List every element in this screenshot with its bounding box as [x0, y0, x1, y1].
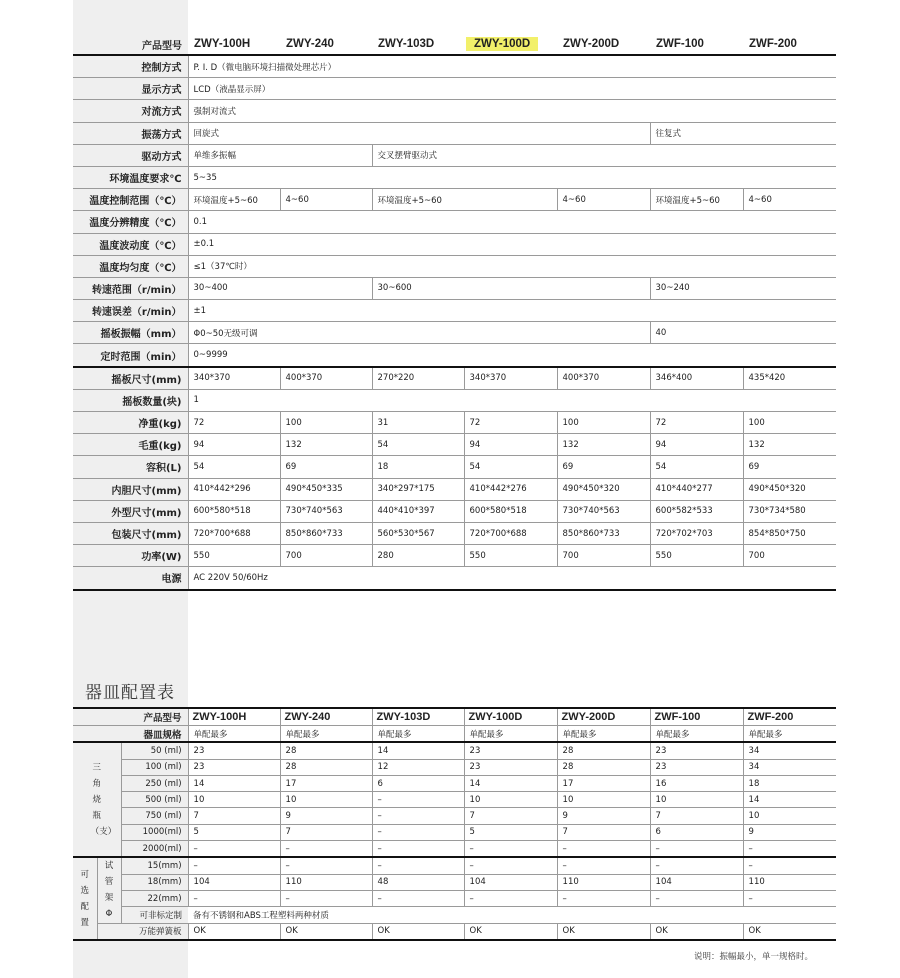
config-spec-cell: 单配最多 [743, 726, 836, 743]
flask-value-cell: 28 [280, 742, 372, 759]
tube-group-label [97, 857, 121, 923]
spec-value-cell: ±1 [188, 300, 836, 322]
spec-value-cell: 600*582*533 [650, 500, 743, 522]
spec-value-cell: 交叉摆臂驱动式 [372, 144, 836, 166]
spec-value-cell: 30~240 [650, 277, 836, 299]
config-header-row [73, 708, 836, 726]
spec-value-cell: 400*370 [280, 367, 372, 390]
tube-value-cell: – [188, 890, 280, 906]
flask-row [73, 759, 836, 775]
model-name: ZWF-100 [656, 38, 704, 50]
spec-row [73, 412, 836, 434]
spring-value-cell: OK [650, 923, 743, 940]
spring-value-cell: OK [372, 923, 464, 940]
flask-value-cell: 5 [188, 824, 280, 840]
spec-value-cell: 410*442*296 [188, 478, 280, 500]
flask-value-cell: 6 [372, 775, 464, 791]
spec-header-label: 产品型号 [73, 34, 188, 55]
spec-value-cell: 700 [557, 545, 650, 567]
flask-row [73, 824, 836, 840]
spec-row-label: 温度波动度（℃） [73, 233, 188, 255]
flask-value-cell: 23 [650, 742, 743, 759]
spec-value-cell: 550 [464, 545, 557, 567]
spec-row-label: 毛重(kg) [73, 434, 188, 456]
spec-row-label: 摇板尺寸(mm) [73, 367, 188, 390]
flask-row [73, 775, 836, 791]
tube-group-text: 试管架Φ [104, 861, 114, 920]
flask-size-label: 750 (ml) [121, 808, 188, 824]
spec-row [73, 189, 836, 211]
spec-value-cell: 400*370 [557, 367, 650, 390]
tube-size-label: 22(mm) [121, 890, 188, 906]
spec-value-cell: 340*370 [188, 367, 280, 390]
spec-row [73, 522, 836, 544]
spec-row [73, 344, 836, 367]
spec-value-cell: 69 [743, 456, 836, 478]
flask-row [73, 808, 836, 824]
flask-value-cell: – [372, 808, 464, 824]
tube-row [73, 874, 836, 890]
spec-row [73, 55, 836, 78]
spec-value-cell: 720*700*688 [464, 522, 557, 544]
spec-value-cell: 94 [188, 434, 280, 456]
spec-row [73, 545, 836, 567]
custom-row [73, 907, 836, 923]
spec-value-cell: 69 [557, 456, 650, 478]
spec-value-cell: 346*400 [650, 367, 743, 390]
flask-value-cell: – [280, 841, 372, 858]
spec-value-cell: 730*740*563 [280, 500, 372, 522]
spring-label: 万能弹簧板 [97, 923, 188, 940]
config-spec-cell: 单配最多 [650, 726, 743, 743]
spec-value-cell: 54 [188, 456, 280, 478]
flask-value-cell: – [188, 841, 280, 858]
spec-value-cell: 550 [650, 545, 743, 567]
flask-value-cell: 17 [280, 775, 372, 791]
spec-row-label: 内胆尺寸(mm) [73, 478, 188, 500]
flask-value-cell: 5 [464, 824, 557, 840]
flask-value-cell: 16 [650, 775, 743, 791]
flask-value-cell: 7 [280, 824, 372, 840]
spec-value-cell: 600*580*518 [464, 500, 557, 522]
model-header-cell [188, 34, 280, 55]
spec-value-cell: 340*297*175 [372, 478, 464, 500]
flask-row [73, 742, 836, 759]
tube-row [73, 857, 836, 874]
spec-value-cell: 94 [464, 434, 557, 456]
spec-row [73, 478, 836, 500]
tube-size-label: 18(mm) [121, 874, 188, 890]
model-header-cell: ZWY-103D [372, 708, 464, 726]
config-spec-row [73, 726, 836, 743]
spec-value-cell: 100 [743, 412, 836, 434]
flask-value-cell: 14 [464, 775, 557, 791]
spec-row-label: 功率(W) [73, 545, 188, 567]
flask-value-cell: 9 [280, 808, 372, 824]
flask-value-cell: 14 [372, 742, 464, 759]
model-name: ZWY-200D [563, 38, 620, 50]
flask-value-cell: – [743, 841, 836, 858]
flask-value-cell: 34 [743, 742, 836, 759]
flask-value-cell: 28 [557, 742, 650, 759]
spec-value-cell: 854*850*750 [743, 522, 836, 544]
flask-value-cell: 23 [464, 742, 557, 759]
spec-row [73, 567, 836, 590]
flask-size-label: 1000(ml) [121, 824, 188, 840]
spec-value-cell: 54 [372, 434, 464, 456]
spec-value-cell: P. I. D（微电脑环境扫描微处理芯片） [188, 55, 836, 78]
spec-value-cell: 4~60 [743, 189, 836, 211]
flask-value-cell: 17 [557, 775, 650, 791]
optional-group-label [73, 857, 97, 939]
tube-value-cell: – [280, 890, 372, 906]
spec-value-cell: 54 [650, 456, 743, 478]
spring-value-cell: OK [557, 923, 650, 940]
tube-value-cell: 48 [372, 874, 464, 890]
flask-value-cell: 10 [557, 792, 650, 808]
spec-value-cell: 132 [280, 434, 372, 456]
spec-value-cell: 435*420 [743, 367, 836, 390]
spec-row-label: 温度控制范围（℃） [73, 189, 188, 211]
config-table [73, 707, 836, 941]
spec-row-label: 环境温度要求℃ [73, 166, 188, 188]
flask-row [73, 792, 836, 808]
flask-value-cell: 23 [188, 742, 280, 759]
spec-value-cell: 730*740*563 [557, 500, 650, 522]
spec-value-cell: 720*700*688 [188, 522, 280, 544]
flask-value-cell: 10 [743, 808, 836, 824]
spec-value-cell: 850*860*733 [557, 522, 650, 544]
model-header-cell [280, 34, 372, 55]
spec-value-cell: Φ0~50无级可调 [188, 322, 650, 344]
config-header-label: 产品型号 [73, 708, 188, 726]
spec-value-cell: 280 [372, 545, 464, 567]
config-spec-cell: 单配最多 [557, 726, 650, 743]
spec-row [73, 456, 836, 478]
spec-row [73, 233, 836, 255]
spring-value-cell: OK [188, 923, 280, 940]
flask-value-cell: 10 [280, 792, 372, 808]
flask-value-cell: 34 [743, 759, 836, 775]
flask-value-cell: 6 [650, 824, 743, 840]
spec-row [73, 300, 836, 322]
spec-value-cell: 132 [557, 434, 650, 456]
tube-value-cell: – [372, 890, 464, 906]
spring-value-cell: OK [743, 923, 836, 940]
spec-value-cell: 0.1 [188, 211, 836, 233]
spec-value-cell: 560*530*567 [372, 522, 464, 544]
flask-size-label: 250 (ml) [121, 775, 188, 791]
spec-value-cell: 72 [464, 412, 557, 434]
spec-value-cell: 环境温度+5~60 [372, 189, 557, 211]
spec-row-label: 包装尺寸(mm) [73, 522, 188, 544]
spec-value-cell: 730*734*580 [743, 500, 836, 522]
spec-value-cell: 340*370 [464, 367, 557, 390]
flask-size-label: 500 (ml) [121, 792, 188, 808]
flask-value-cell: 7 [557, 824, 650, 840]
spec-value-cell: 94 [650, 434, 743, 456]
spec-value-cell: 强制对流式 [188, 100, 836, 122]
spec-value-cell: 440*410*397 [372, 500, 464, 522]
spec-value-cell: 往复式 [650, 122, 836, 144]
flask-value-cell: – [372, 824, 464, 840]
tube-value-cell: – [557, 857, 650, 874]
spec-value-cell: 72 [650, 412, 743, 434]
spec-row-label: 温度均匀度（℃） [73, 255, 188, 277]
flask-value-cell: – [464, 841, 557, 858]
spec-value-cell: 4~60 [557, 189, 650, 211]
tube-value-cell: – [188, 857, 280, 874]
spec-value-cell: 0~9999 [188, 344, 836, 367]
flask-value-cell: 10 [188, 792, 280, 808]
spec-row [73, 78, 836, 100]
spec-row [73, 122, 836, 144]
spec-value-cell: 700 [743, 545, 836, 567]
model-header-cell: ZWY-200D [557, 708, 650, 726]
spec-row [73, 367, 836, 390]
config-spec-cell: 单配最多 [280, 726, 372, 743]
spec-row [73, 100, 836, 122]
optional-group-text: 可选配置 [80, 869, 89, 928]
flask-value-cell: 28 [557, 759, 650, 775]
spec-value-cell: 600*580*518 [188, 500, 280, 522]
spring-value-cell: OK [280, 923, 372, 940]
spec-row-label: 摇板振幅（mm） [73, 322, 188, 344]
spec-table [73, 34, 836, 591]
flask-value-cell: 9 [743, 824, 836, 840]
tube-row [73, 890, 836, 906]
spec-value-cell: ±0.1 [188, 233, 836, 255]
spec-value-cell: 54 [464, 456, 557, 478]
tube-value-cell: – [650, 890, 743, 906]
tube-value-cell: – [464, 857, 557, 874]
model-header-cell [650, 34, 743, 55]
spec-row [73, 144, 836, 166]
flask-value-cell: – [372, 841, 464, 858]
spec-value-cell: 490*450*320 [557, 478, 650, 500]
spec-value-cell: 环境温度+5~60 [188, 189, 280, 211]
flask-value-cell: 12 [372, 759, 464, 775]
config-table-title: 器皿配置表 [85, 683, 175, 703]
spec-value-cell: 单维多振幅 [188, 144, 372, 166]
footnote: 说明：振幅最小，单一规格时。 [694, 952, 814, 962]
flask-value-cell: 28 [280, 759, 372, 775]
flask-size-label: 100 (ml) [121, 759, 188, 775]
flask-size-label: 50 (ml) [121, 742, 188, 759]
spec-value-cell: 410*440*277 [650, 478, 743, 500]
spec-row [73, 277, 836, 299]
spec-row [73, 389, 836, 411]
spec-row-label: 定时范围（min） [73, 344, 188, 367]
spec-row-label: 容积(L) [73, 456, 188, 478]
spec-value-cell: 5~35 [188, 166, 836, 188]
spring-value-cell: OK [464, 923, 557, 940]
spring-row [73, 923, 836, 940]
spec-value-cell: 700 [280, 545, 372, 567]
flask-value-cell: 10 [464, 792, 557, 808]
spec-value-cell: 410*442*276 [464, 478, 557, 500]
spec-row-label: 转速范围（r/min） [73, 277, 188, 299]
tube-value-cell: 110 [280, 874, 372, 890]
flask-value-cell: 23 [464, 759, 557, 775]
spec-value-cell: 30~400 [188, 277, 372, 299]
spec-value-cell: 490*450*320 [743, 478, 836, 500]
model-header-cell: ZWY-240 [280, 708, 372, 726]
spec-row-label: 显示方式 [73, 78, 188, 100]
spec-value-cell: 69 [280, 456, 372, 478]
tube-value-cell: – [743, 857, 836, 874]
spec-value-cell: 31 [372, 412, 464, 434]
spec-value-cell: ≤1（37℃时） [188, 255, 836, 277]
flask-value-cell: 23 [188, 759, 280, 775]
flask-value-cell: 7 [464, 808, 557, 824]
flask-row [73, 841, 836, 858]
spec-value-cell: AC 220V 50/60Hz [188, 567, 836, 590]
tube-value-cell: 110 [557, 874, 650, 890]
custom-text: 备有不锈钢和ABS工程塑料两种材质 [188, 907, 836, 923]
spec-row-label: 温度分辨精度（℃） [73, 211, 188, 233]
spec-row [73, 500, 836, 522]
model-header-cell [743, 34, 836, 55]
model-name: ZWY-240 [286, 38, 334, 50]
model-header-cell [464, 34, 557, 55]
spec-row-label: 电源 [73, 567, 188, 590]
spec-value-cell: 1 [188, 389, 836, 411]
spec-row-label: 转速误差（r/min） [73, 300, 188, 322]
spec-value-cell: 18 [372, 456, 464, 478]
spec-value-cell: 4~60 [280, 189, 372, 211]
flask-value-cell: 10 [650, 792, 743, 808]
spec-row [73, 211, 836, 233]
spec-value-cell: 回旋式 [188, 122, 650, 144]
spec-value-cell: 720*702*703 [650, 522, 743, 544]
flask-size-label: 2000(ml) [121, 841, 188, 858]
model-header-cell: ZWF-100 [650, 708, 743, 726]
spec-row [73, 166, 836, 188]
spec-row-label: 净重(kg) [73, 412, 188, 434]
spec-value-cell: 40 [650, 322, 836, 344]
flask-value-cell: 14 [743, 792, 836, 808]
spec-row [73, 434, 836, 456]
config-spec-cell: 单配最多 [464, 726, 557, 743]
spec-row-label: 驱动方式 [73, 144, 188, 166]
model-header-cell: ZWY-100D [464, 708, 557, 726]
model-header-cell: ZWY-100H [188, 708, 280, 726]
tube-value-cell: 104 [650, 874, 743, 890]
spec-value-cell: 100 [557, 412, 650, 434]
config-spec-label: 器皿规格 [73, 726, 188, 743]
model-header-cell [372, 34, 464, 55]
flask-group-label [73, 742, 121, 857]
spec-value-cell: 270*220 [372, 367, 464, 390]
flask-value-cell: 23 [650, 759, 743, 775]
tube-value-cell: – [464, 890, 557, 906]
tube-value-cell: – [650, 857, 743, 874]
spec-value-cell: 环境温度+5~60 [650, 189, 743, 211]
model-name: ZWY-103D [378, 38, 435, 50]
flask-value-cell: 9 [557, 808, 650, 824]
flask-value-cell: 18 [743, 775, 836, 791]
spec-row-label: 振荡方式 [73, 122, 188, 144]
model-header-cell: ZWF-200 [743, 708, 836, 726]
model-name: ZWF-200 [749, 38, 797, 50]
tube-value-cell: 104 [188, 874, 280, 890]
spec-row-label: 控制方式 [73, 55, 188, 78]
spec-row-label: 对流方式 [73, 100, 188, 122]
spec-value-cell: 132 [743, 434, 836, 456]
spec-value-cell: 490*450*335 [280, 478, 372, 500]
config-spec-cell: 单配最多 [188, 726, 280, 743]
tube-value-cell: – [372, 857, 464, 874]
spec-row [73, 322, 836, 344]
spec-value-cell: 850*860*733 [280, 522, 372, 544]
flask-value-cell: – [650, 841, 743, 858]
spec-row [73, 255, 836, 277]
tube-value-cell: – [557, 890, 650, 906]
custom-label: 可非标定制 [121, 907, 188, 923]
flask-value-cell: – [557, 841, 650, 858]
model-header-cell [557, 34, 650, 55]
config-spec-cell: 单配最多 [372, 726, 464, 743]
spec-value-cell: 550 [188, 545, 280, 567]
flask-value-cell: – [372, 792, 464, 808]
model-name: ZWY-100H [194, 38, 251, 50]
tube-value-cell: 110 [743, 874, 836, 890]
spec-header-row [73, 34, 836, 55]
model-name: ZWY-100D [466, 37, 538, 51]
spec-row-label: 摇板数量(块) [73, 389, 188, 411]
spec-value-cell: 100 [280, 412, 372, 434]
spec-value-cell: 72 [188, 412, 280, 434]
flask-group-text: 三角烧瓶（支） [90, 762, 117, 837]
flask-value-cell: 14 [188, 775, 280, 791]
tube-value-cell: 104 [464, 874, 557, 890]
spec-value-cell: LCD（液晶显示屏） [188, 78, 836, 100]
tube-value-cell: – [743, 890, 836, 906]
flask-value-cell: 7 [188, 808, 280, 824]
tube-value-cell: – [280, 857, 372, 874]
spec-row-label: 外型尺寸(mm) [73, 500, 188, 522]
tube-size-label: 15(mm) [121, 857, 188, 874]
flask-value-cell: 7 [650, 808, 743, 824]
spec-value-cell: 30~600 [372, 277, 650, 299]
